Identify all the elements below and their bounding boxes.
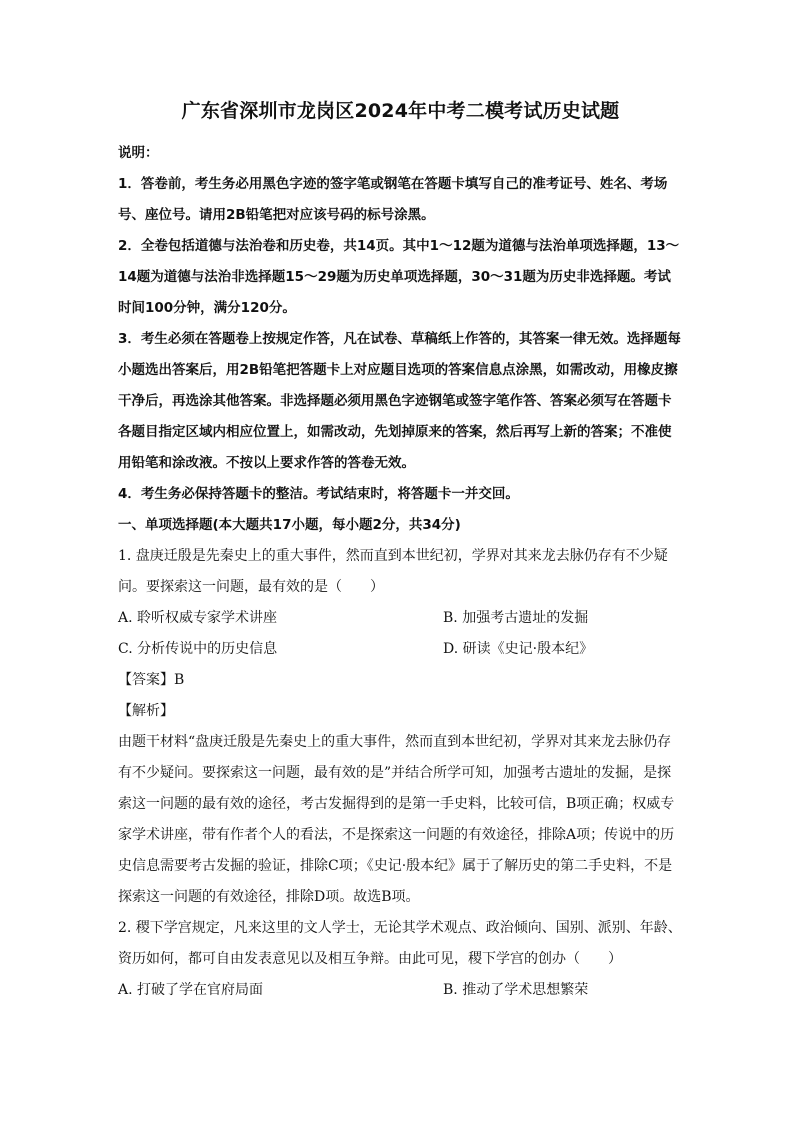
question-1 — [118, 541, 683, 913]
instruction-item-1: 1．答卷前，考生务必用黑色字迹的签字笔或钢笔在答题卡填写自己的准考证号、姓名、考场号、座位号。请用2B铅笔把对应该号码的标号涂黑。 — [118, 176, 668, 223]
page-title: 广东省深圳市龙岗区2024年中考二模考试历史试题 — [181, 100, 620, 122]
section-heading: 一、单项选择题(本大题共17小题，每小题2分，共34分) — [118, 517, 461, 533]
question-2 — [118, 913, 683, 1006]
option-b: B. 加强考古遗址的发掘 — [443, 610, 589, 626]
analysis-text: 由题干材料“盘庚迁殷是先秦史上的重大事件，然而直到本世纪初，学界对其来龙去脉仍存有不少疑问。要探索这一问题，最有效的是”并结合所学可知，加强考古遗址的发掘，是探索这一问题的最有效的途径，考古发掘得到的是第一手史料，比较可信，B项正确；权威专家学术讲座，带有作者个人的看法，不是探索这一问题的有效途径，排除A项；传说中的历史信息需要考古发掘的验证，排除C项；《史记·殷本纪》属于了解历史的第二手史料，不是探索这一问题的有效途径，排除D项。故选B项。 — [118, 734, 675, 905]
option-a: A. 打破了学在官府局面 — [118, 982, 264, 998]
instruction-item-2: 2．全卷包括道德与法治卷和历史卷，共14页。其中1～12题为道德与法治单项选择题，13～14题为道德与法治非选择题15～29题为历史单项选择题，30～31题为历史非选择题。考试时间100分钟，满分120分。 — [118, 238, 680, 316]
option-d: D. 研读《史记·殷本纪》 — [443, 641, 594, 657]
option-c: C. 分析传说中的历史信息 — [118, 641, 278, 657]
instructions — [118, 138, 683, 510]
option-b: B. 推动了学术思想繁荣 — [443, 982, 589, 998]
exam-page — [118, 98, 683, 1006]
options-grid — [118, 603, 683, 665]
option-a: A. 聆听权威专家学术讲座 — [118, 610, 278, 626]
question-stem: 2. 稷下学宫规定，凡来这里的文人学士，无论其学术观点、政治倾向、国别、派别、年龄、资历如何，都可自由发表意见以及相互争辩。由此可见，稷下学宫的创办（ ） — [118, 920, 682, 967]
options-grid — [118, 975, 683, 1006]
analysis-label: 【解析】 — [118, 703, 174, 719]
instruction-item-4: 4．考生务必保持答题卡的整洁。考试结束时，将答题卡一并交回。 — [118, 486, 519, 502]
answer-label: 【答案】B — [118, 672, 185, 688]
instructions-label: 说明： — [118, 145, 159, 161]
instruction-item-3: 3．考生必须在答题卷上按规定作答，凡在试卷、草稿纸上作答的，其答案一律无效。选择题每小题选出答案后，用2B铅笔把答题卡上对应题目选项的答案信息点涂黑，如需改动，用橡皮擦干净后，再选涂其他答案。非选择题必须用黑色字迹钢笔或签字笔作答、答案必须写在答题卡各题目指定区域内相应位置上，如需改动，先划掉原来的答案，然后再写上新的答案；不准使用铅笔和涂改液。不按以上要求作答的答卷无效。 — [118, 331, 681, 471]
question-stem: 1. 盘庚迁殷是先秦史上的重大事件，然而直到本世纪初，学界对其来龙去脉仍存有不少疑问。要探索这一问题，最有效的是（ ） — [118, 548, 668, 595]
